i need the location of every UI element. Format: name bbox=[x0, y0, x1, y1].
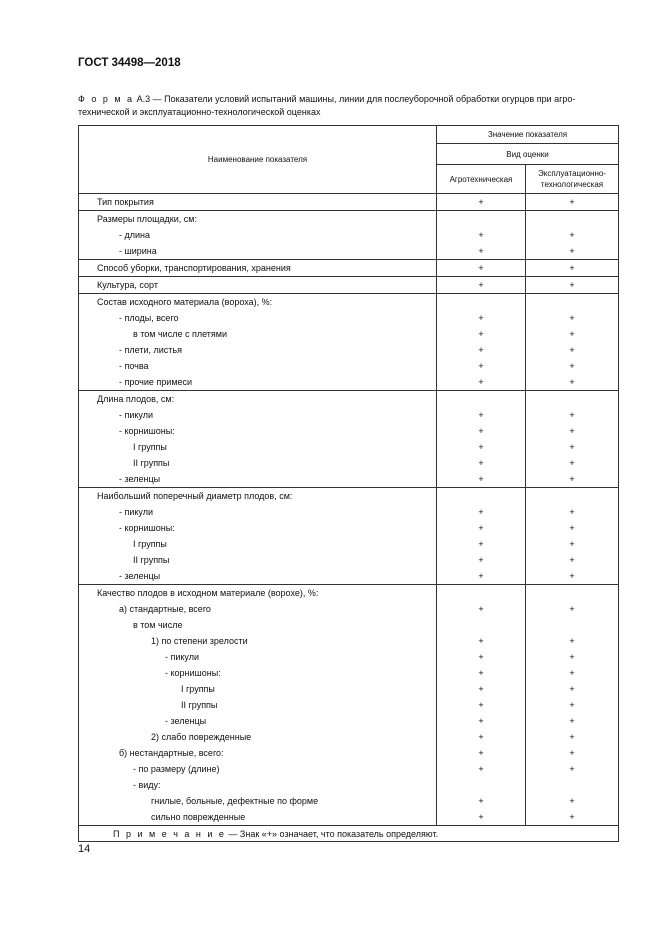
column-header-value: Значение показателя bbox=[437, 126, 619, 144]
table-row bbox=[79, 488, 619, 505]
table-body bbox=[79, 194, 619, 826]
table-row bbox=[79, 374, 619, 391]
table-row bbox=[79, 194, 619, 211]
table-row bbox=[79, 407, 619, 423]
expl-mark: + bbox=[526, 809, 619, 826]
agro-mark: + bbox=[437, 326, 526, 342]
row-label: Состав исходного материала (вороха), %: bbox=[97, 297, 273, 307]
table-row bbox=[79, 326, 619, 342]
agro-mark: + bbox=[437, 809, 526, 826]
row-label: - прочие примеси bbox=[119, 377, 193, 387]
agro-mark: + bbox=[437, 423, 526, 439]
table-row bbox=[79, 310, 619, 326]
table-row bbox=[79, 243, 619, 260]
agro-mark bbox=[437, 777, 526, 793]
column-header-name: Наименование показателя bbox=[79, 126, 437, 194]
agro-mark: + bbox=[437, 793, 526, 809]
standard-title: ГОСТ 34498—2018 bbox=[78, 57, 181, 69]
row-label: - корнишоны: bbox=[119, 426, 175, 436]
row-label: - корнишоны: bbox=[165, 668, 221, 678]
expl-mark: + bbox=[526, 665, 619, 681]
row-label: а) стандартные, всего bbox=[119, 604, 211, 614]
column-header-kind: Вид оценки bbox=[437, 144, 619, 165]
table-row bbox=[79, 793, 619, 809]
agro-mark: + bbox=[437, 194, 526, 211]
expl-mark: + bbox=[526, 326, 619, 342]
row-label: в том числе с плетями bbox=[133, 329, 228, 339]
row-label: I группы bbox=[133, 442, 167, 452]
table-row bbox=[79, 471, 619, 488]
expl-mark bbox=[526, 617, 619, 633]
expl-mark: + bbox=[526, 374, 619, 391]
row-label: - зеленцы bbox=[165, 716, 207, 726]
expl-mark: + bbox=[526, 649, 619, 665]
row-label: - почва bbox=[119, 361, 149, 371]
table-note bbox=[79, 826, 619, 842]
row-label: гнилые, больные, дефектные по форме bbox=[151, 796, 319, 806]
row-label: - пикули bbox=[165, 652, 200, 662]
table-row bbox=[79, 536, 619, 552]
table-row bbox=[79, 211, 619, 228]
table-row bbox=[79, 729, 619, 745]
expl-mark: + bbox=[526, 552, 619, 568]
agro-mark: + bbox=[437, 260, 526, 277]
agro-mark: + bbox=[437, 633, 526, 649]
row-label: - пикули bbox=[119, 410, 154, 420]
table-row bbox=[79, 761, 619, 777]
agro-mark: + bbox=[437, 277, 526, 294]
agro-mark: + bbox=[437, 374, 526, 391]
row-label: - зеленцы bbox=[119, 571, 161, 581]
table-row bbox=[79, 260, 619, 277]
agro-mark: + bbox=[437, 745, 526, 761]
agro-mark: + bbox=[437, 504, 526, 520]
expl-mark: + bbox=[526, 601, 619, 617]
expl-mark: + bbox=[526, 471, 619, 488]
agro-mark bbox=[437, 391, 526, 408]
expl-mark: + bbox=[526, 260, 619, 277]
expl-mark: + bbox=[526, 407, 619, 423]
agro-mark: + bbox=[437, 407, 526, 423]
expl-mark: + bbox=[526, 358, 619, 374]
row-label: - зеленцы bbox=[119, 474, 161, 484]
row-label: сильно поврежденные bbox=[151, 812, 246, 822]
expl-mark: + bbox=[526, 745, 619, 761]
row-label: Культура, сорт bbox=[97, 280, 158, 290]
expl-mark bbox=[526, 391, 619, 408]
agro-mark: + bbox=[437, 713, 526, 729]
agro-mark: + bbox=[437, 601, 526, 617]
row-label: - ширина bbox=[119, 246, 157, 256]
agro-mark bbox=[437, 617, 526, 633]
table-row bbox=[79, 809, 619, 826]
table-row bbox=[79, 552, 619, 568]
expl-mark bbox=[526, 211, 619, 228]
caption-text: — Показатели условий испытаний машины, линии для послеуборочной обработки огурцов при агро-техничеcкой и эксплуатационно-технологической оценках bbox=[78, 94, 576, 117]
agro-mark: + bbox=[437, 536, 526, 552]
column-header-expl: Эксплуатационно-технологическая bbox=[526, 165, 619, 194]
row-label: - длина bbox=[119, 230, 151, 240]
expl-mark: + bbox=[526, 243, 619, 260]
agro-mark: + bbox=[437, 552, 526, 568]
table-row bbox=[79, 681, 619, 697]
agro-mark bbox=[437, 488, 526, 505]
expl-mark bbox=[526, 294, 619, 311]
expl-mark bbox=[526, 488, 619, 505]
form-caption bbox=[78, 93, 618, 119]
expl-mark: + bbox=[526, 227, 619, 243]
row-label: в том числе bbox=[133, 620, 183, 630]
column-header-agro: Агротехническая bbox=[437, 165, 526, 194]
expl-mark: + bbox=[526, 568, 619, 585]
row-label: I группы bbox=[181, 684, 215, 694]
table-row bbox=[79, 277, 619, 294]
agro-mark: + bbox=[437, 649, 526, 665]
row-label: 2) слабо поврежденные bbox=[151, 732, 252, 742]
row-label: II группы bbox=[181, 700, 218, 710]
table-row bbox=[79, 358, 619, 374]
expl-mark: + bbox=[526, 439, 619, 455]
page-number: 14 bbox=[78, 843, 91, 855]
table-row bbox=[79, 423, 619, 439]
table-row bbox=[79, 601, 619, 617]
table-row bbox=[79, 568, 619, 585]
expl-mark bbox=[526, 585, 619, 602]
expl-mark: + bbox=[526, 423, 619, 439]
table-row bbox=[79, 504, 619, 520]
row-label: - по размеру (длине) bbox=[133, 764, 220, 774]
expl-mark: + bbox=[526, 633, 619, 649]
table-row bbox=[79, 585, 619, 602]
indicators-table bbox=[78, 125, 619, 842]
table-row bbox=[79, 455, 619, 471]
expl-mark: + bbox=[526, 536, 619, 552]
expl-mark: + bbox=[526, 793, 619, 809]
agro-mark: + bbox=[437, 729, 526, 745]
expl-mark bbox=[526, 777, 619, 793]
agro-mark: + bbox=[437, 310, 526, 326]
table-row bbox=[79, 439, 619, 455]
agro-mark: + bbox=[437, 568, 526, 585]
table-row bbox=[79, 342, 619, 358]
row-label: б) нестандартные, всего: bbox=[119, 748, 224, 758]
expl-mark: + bbox=[526, 761, 619, 777]
expl-mark: + bbox=[526, 277, 619, 294]
row-label: - виду: bbox=[133, 780, 161, 790]
table-row bbox=[79, 777, 619, 793]
agro-mark: + bbox=[437, 471, 526, 488]
expl-mark: + bbox=[526, 504, 619, 520]
row-label: - пикули bbox=[119, 507, 154, 517]
agro-mark bbox=[437, 294, 526, 311]
table-row bbox=[79, 227, 619, 243]
expl-mark: + bbox=[526, 310, 619, 326]
agro-mark: + bbox=[437, 520, 526, 536]
expl-mark: + bbox=[526, 520, 619, 536]
row-label: 1) по степени зрелости bbox=[151, 636, 248, 646]
table-row bbox=[79, 649, 619, 665]
expl-mark: + bbox=[526, 455, 619, 471]
table-row bbox=[79, 520, 619, 536]
row-label: II группы bbox=[133, 458, 170, 468]
table-row bbox=[79, 294, 619, 311]
agro-mark bbox=[437, 585, 526, 602]
agro-mark: + bbox=[437, 227, 526, 243]
agro-mark: + bbox=[437, 455, 526, 471]
row-label: II группы bbox=[133, 555, 170, 565]
note-prefix: П р и м е ч а н и е bbox=[113, 828, 226, 839]
row-label: - плоды, всего bbox=[119, 313, 179, 323]
table-row bbox=[79, 391, 619, 408]
row-label: - корнишоны: bbox=[119, 523, 175, 533]
agro-mark: + bbox=[437, 681, 526, 697]
row-label: Тип покрытия bbox=[97, 197, 154, 207]
table-row bbox=[79, 665, 619, 681]
expl-mark: + bbox=[526, 681, 619, 697]
row-label: Наибольший поперечный диаметр плодов, см: bbox=[97, 491, 293, 501]
table-row bbox=[79, 745, 619, 761]
expl-mark: + bbox=[526, 194, 619, 211]
agro-mark bbox=[437, 211, 526, 228]
expl-mark: + bbox=[526, 729, 619, 745]
table-row bbox=[79, 617, 619, 633]
agro-mark: + bbox=[437, 358, 526, 374]
agro-mark: + bbox=[437, 665, 526, 681]
row-label: Способ уборки, транспортирования, хранения bbox=[97, 263, 291, 273]
note-text: — Знак «+» означает, что показатель определяют. bbox=[228, 828, 439, 839]
row-label: Качество плодов в исходном материале (ворохе), %: bbox=[97, 588, 319, 598]
agro-mark: + bbox=[437, 761, 526, 777]
agro-mark: + bbox=[437, 697, 526, 713]
table-row bbox=[79, 713, 619, 729]
expl-mark: + bbox=[526, 713, 619, 729]
row-label: Размеры площадки, см: bbox=[97, 214, 197, 224]
caption-prefix: Ф о р м а bbox=[78, 94, 135, 104]
expl-mark: + bbox=[526, 342, 619, 358]
row-label: I группы bbox=[133, 539, 167, 549]
agro-mark: + bbox=[437, 439, 526, 455]
agro-mark: + bbox=[437, 243, 526, 260]
agro-mark: + bbox=[437, 342, 526, 358]
row-label: - плети, листья bbox=[119, 345, 182, 355]
expl-mark: + bbox=[526, 697, 619, 713]
table-row bbox=[79, 697, 619, 713]
table-row bbox=[79, 633, 619, 649]
caption-form-number: А.3 bbox=[136, 94, 151, 104]
row-label: Длина плодов, см: bbox=[97, 394, 175, 404]
